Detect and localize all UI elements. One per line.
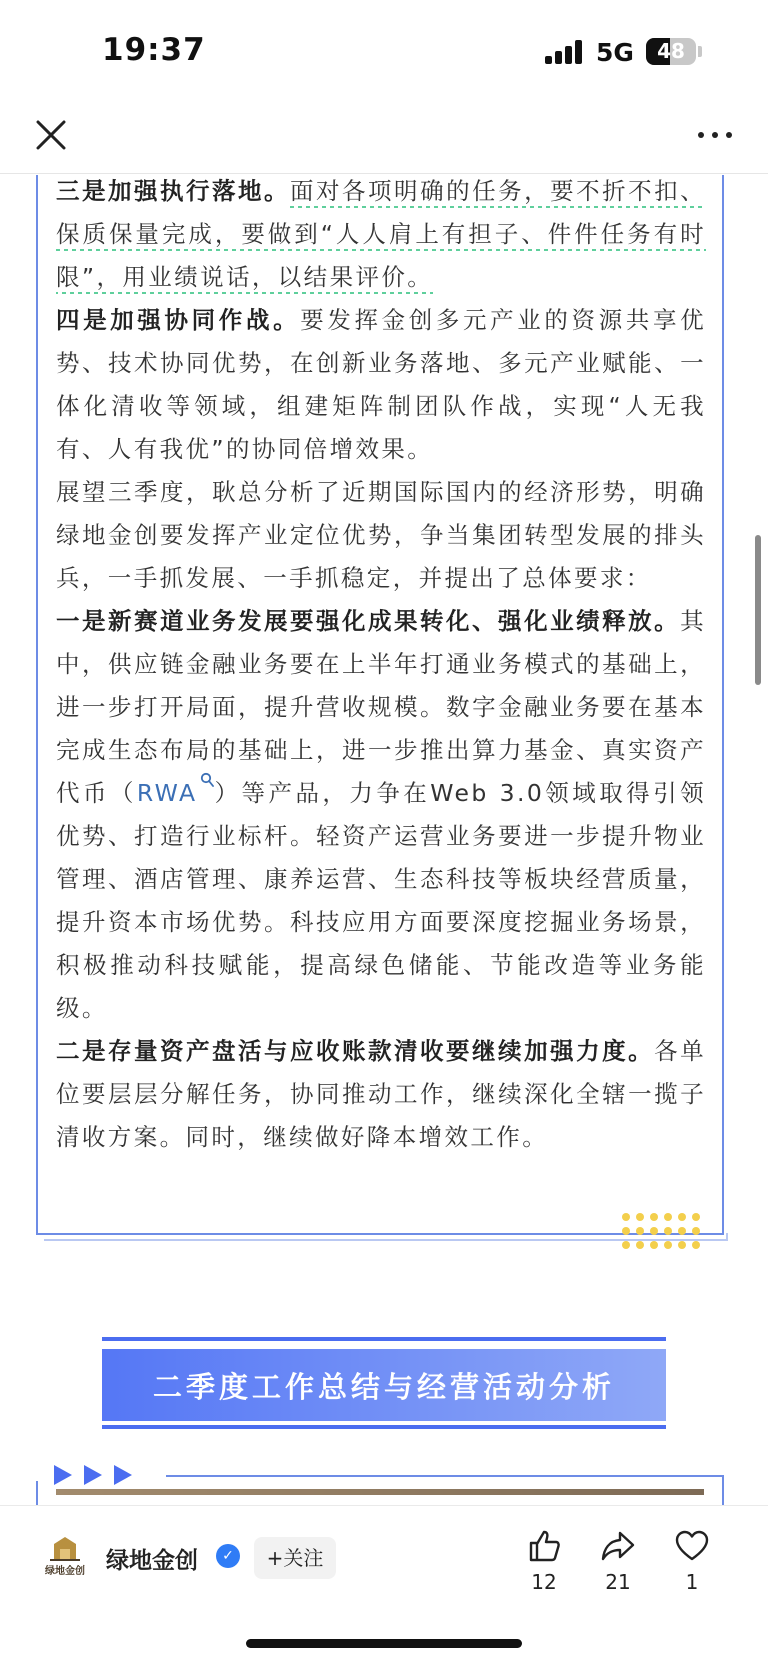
paragraph-3: 展望三季度，耿总分析了近期国际国内的经济形势，明确绿地金创要发挥产业定位优势，争当集团转型发展的排头兵，一手抓发展、一手抓稳定，并提出了总体要求： [56, 478, 706, 592]
article-text [56, 175, 706, 1159]
thumbs-up-icon [526, 1528, 562, 1564]
like-button[interactable] [516, 1528, 572, 1594]
arrow-icon [84, 1465, 102, 1485]
paragraph-4-body-a: 其中，供应链金融业务要在上半年打通业务模式的基础上，进一步打开局面，提升营收规模。数字金融业务要在基本完成生态布局的基础上，进一步推出算力基金、真实资产代币（ [56, 607, 706, 807]
favorite-count: 1 [685, 1570, 699, 1594]
share-icon [600, 1528, 636, 1564]
paragraph-1 [56, 175, 706, 299]
paragraph-5 [56, 1030, 706, 1159]
search-icon [200, 772, 214, 788]
favorite-button[interactable] [664, 1528, 720, 1594]
battery-icon [646, 38, 696, 65]
network-type: 5G [596, 38, 634, 67]
section-banner [102, 1337, 666, 1433]
close-icon[interactable] [34, 118, 68, 152]
status-bar [0, 0, 768, 108]
account-logo[interactable] [36, 1534, 94, 1580]
paragraph-2-body: 要发挥金创多元产业的资源共享优势、技术协同优势，在创新业务落地、多元产业赋能、一体化清收等领域，组建矩阵制团队作战，实现“人无我有、人有我优”的协同倍增效果。 [56, 306, 706, 463]
decorative-dots [622, 1213, 702, 1253]
paragraph-5-body: 各单位要层层分解任务，协同推动工作，继续深化全辖一揽子清收方案。同时，继续做好降本增效工作。 [56, 1037, 706, 1151]
banner-bottom-line [102, 1425, 666, 1429]
paragraph-2-heading: 四是加强协同作战。 [56, 306, 301, 334]
rwa-link-text: RWA [136, 779, 198, 807]
banner-top-line [102, 1337, 666, 1341]
arrow-icon [114, 1465, 132, 1485]
section-title: 二季度工作总结与经营活动分析 [152, 1369, 615, 1404]
paragraph-4 [56, 600, 706, 1030]
like-count: 12 [531, 1570, 557, 1594]
signal-icon [545, 40, 585, 64]
article-content[interactable] [0, 175, 768, 1505]
nav-bar [0, 108, 768, 174]
status-time: 19:37 [102, 32, 206, 68]
battery-cap [698, 46, 702, 57]
logo-text: 绿地金创 [45, 1566, 85, 1577]
scrollbar[interactable] [755, 535, 761, 685]
paragraph-4-body-b: ）等产品，力争在Web 3.0领域取得引领优势、打造行业标杆。轻资产运营业务要进一步提升物业管理、酒店管理、康养运营、生态科技等板块经营质量，提升资本市场优势。科技应用方面要深度挖掘业务场景，积极推动科技赋能，提高绿色储能、节能改造等业务能级。 [56, 779, 706, 1022]
arrow-icon [54, 1465, 72, 1485]
heart-icon [674, 1528, 710, 1564]
share-count: 21 [605, 1570, 631, 1594]
paragraph-5-heading: 二是存量资产盘活与应收账款清收要继续加强力度。 [56, 1037, 655, 1065]
home-indicator[interactable] [246, 1639, 522, 1648]
paragraph-1-body: 面对各项明确的任务，要不折不扣、保质保量完成，要做到“人人肩上有担子、件件任务有时限”，用业绩说话，以结果评价。 [56, 177, 706, 294]
more-dots-icon[interactable] [696, 128, 736, 142]
share-button[interactable] [590, 1528, 646, 1594]
logo-icon [36, 1534, 94, 1564]
paragraph-2 [56, 299, 706, 471]
account-name[interactable]: 绿地金创 [106, 1548, 198, 1574]
image-top-edge [56, 1489, 704, 1495]
paragraph-4-heading: 一是新赛道业务发展要强化成果转化、强化业绩释放。 [56, 607, 681, 635]
follow-button[interactable]: +关注 [254, 1537, 336, 1579]
battery-level: 48 [657, 39, 685, 63]
paragraph-1-heading: 三是加强执行落地。 [56, 177, 291, 205]
banner-box [102, 1349, 666, 1421]
rwa-search-link[interactable] [137, 779, 214, 807]
next-card-header [36, 1455, 724, 1505]
verified-icon: ✓ [216, 1544, 240, 1568]
